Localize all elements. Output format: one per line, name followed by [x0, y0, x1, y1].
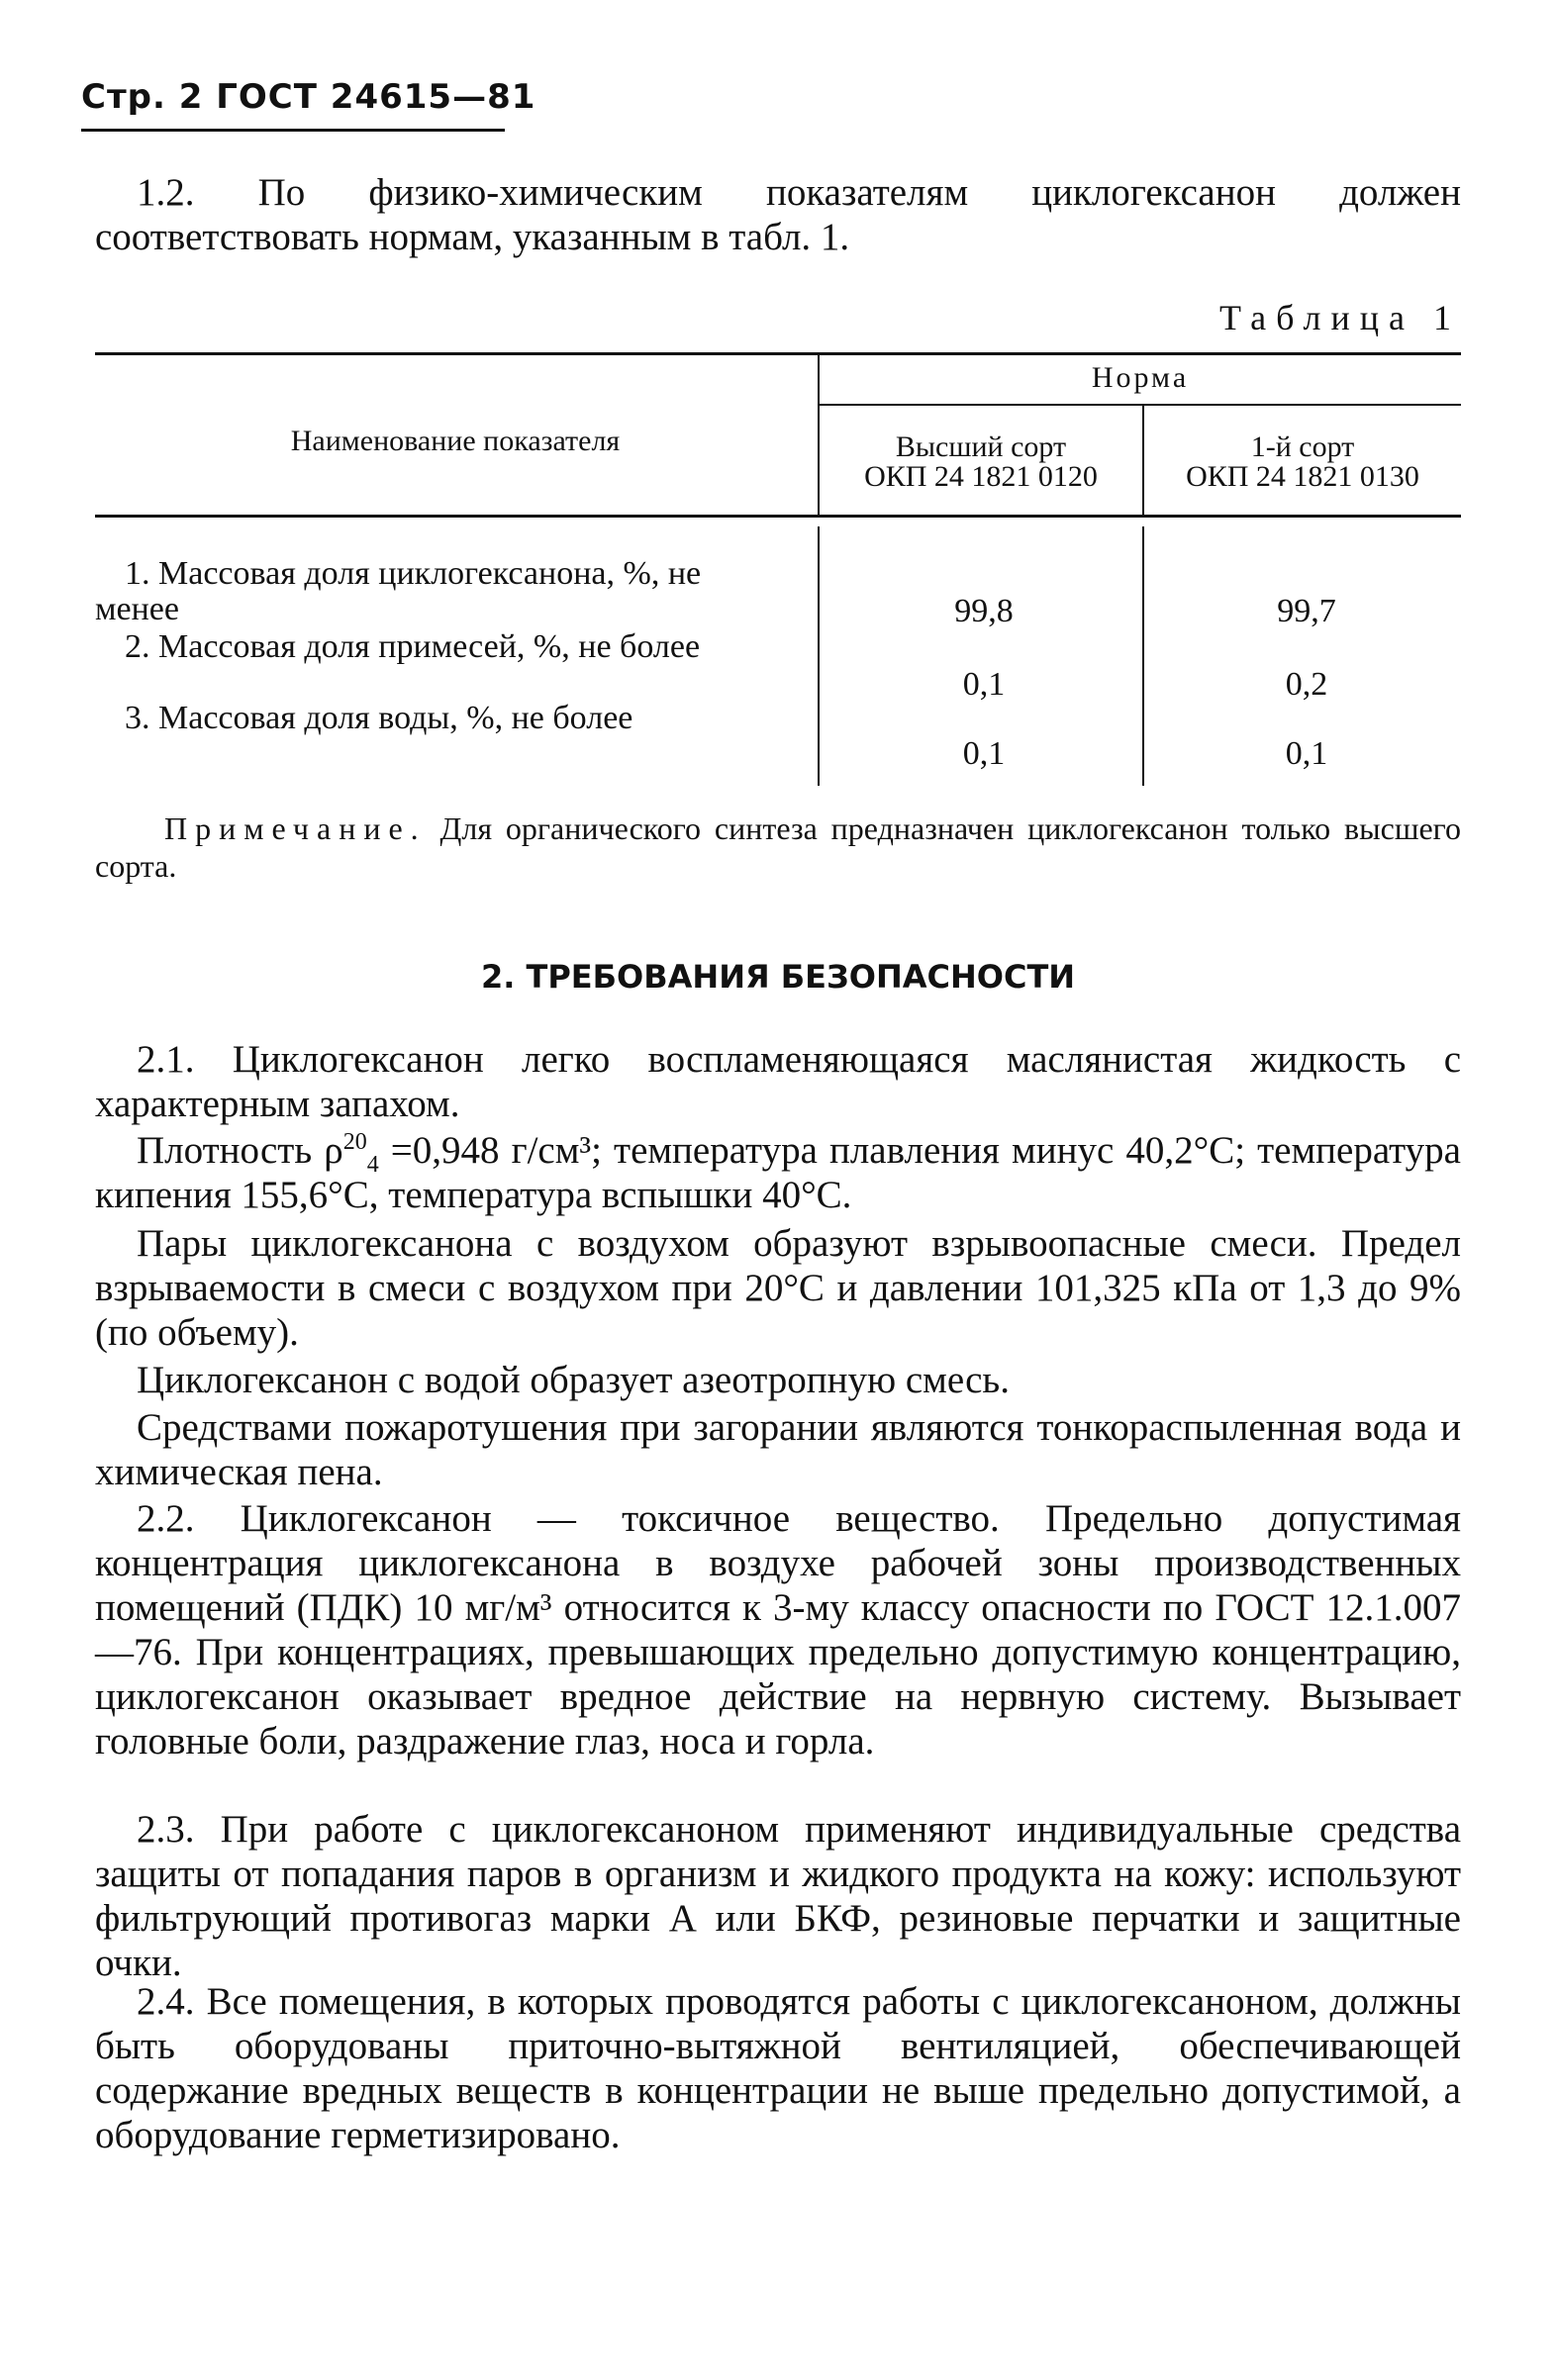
table-row-2-first: 0,2 — [1285, 666, 1328, 703]
paragraph-azeotrope: Циклогексанон с водой образует азеотропную смесь. — [137, 1359, 1010, 1401]
table-body-vline-name — [818, 526, 820, 786]
header-rule — [81, 129, 505, 132]
table-row-1-first: 99,7 — [1277, 593, 1336, 629]
table-row-2-name: 2. Массовая доля примесей, %, не более — [125, 628, 701, 665]
intro-paragraph: 1.2. По физико-химическим показателям циклогексанон должен соответствовать нормам, указанным в табл. 1. — [95, 171, 1461, 258]
table-col-name: Наименование показателя — [290, 425, 621, 457]
paragraph-2-1: 2.1. Циклогексанон легко воспламеняющаяся маслянистая жидкость с характерным запахом. — [95, 1038, 1461, 1125]
paragraph-2-4: 2.4. Все помещения, в которых проводятся работы с циклогексаноном, должны быть оборудованы приточно-вытяжной вентиляцией, обеспечивающей содержание вредных веществ в концентрации не выше предельно допустимой, а оборудование герметизировано. — [95, 1980, 1461, 2156]
density-prefix: Плотность ρ — [137, 1129, 343, 1172]
section-2-title: 2. ТРЕБОВАНИЯ БЕЗОПАСНОСТИ — [480, 958, 1076, 996]
paragraph-density — [95, 1128, 1461, 1217]
table-grade-high: Высший сорт — [895, 430, 1067, 463]
table-body-vline-grades — [1142, 526, 1144, 786]
note-label: Примечание. — [164, 810, 427, 846]
table-grade-first: 1-й сорт — [1250, 430, 1355, 463]
table-top-rule — [95, 352, 1461, 355]
table-row-2-high: 0,1 — [962, 666, 1006, 703]
paragraph-2-2: 2.2. Циклогексанон — токсичное вещество. Предельно допустимая концентрация циклогексанона в воздухе рабочей зоны производственных помещений (ПДК) 10 мг/м³ относится к 3-му классу опасности по ГОСТ 12.1.007—76. При концентрациях, превышающих предельно допустимую концентрацию, циклогексанон оказывает вредное действие на нервную систему. Вызывает головные боли, раздражение глаз, носа и горла. — [95, 1497, 1461, 1762]
table-row-3-name: 3. Массовая доля воды, %, не более — [125, 700, 633, 736]
page-header: Стр. 2 ГОСТ 24615—81 — [81, 77, 536, 117]
table-row-1-name: 1. Массовая доля циклогексанона, %, не менее — [95, 555, 702, 627]
table-row-1-high: 99,8 — [954, 593, 1014, 629]
table-note — [95, 809, 1461, 885]
table-caption: Таблица 1 — [1219, 298, 1461, 337]
table-col-norm: Норма — [1091, 361, 1190, 394]
note-text: Для органического синтеза предназначен циклогексанон только высшего сорта. — [95, 810, 1462, 884]
density-sup: 20 — [342, 1129, 367, 1155]
table-grade-high-okp: ОКП 24 1821 0120 — [864, 460, 1098, 493]
density-sub: 4 — [366, 1151, 379, 1178]
paragraph-2-3: 2.3. При работе с циклогексаноном применяют индивидуальные средства защиты от попадания паров в организм и жидкого продукта на кожу: используют фильтрующий противогаз марки А или БКФ, резиновые перчатки и защитные очки. — [95, 1808, 1461, 1984]
table-row-3-high: 0,1 — [962, 735, 1006, 772]
density-text: =0,948 г/см³; температура плавления минус 40,2°С; температура кипения 155,6°С, температура вспышки 40°С. — [95, 1129, 1461, 1216]
table-header-bottom-rule — [95, 515, 1461, 518]
paragraph-firefighting: Средствами пожаротушения при загорании являются тонкораспыленная вода и химическая пена. — [95, 1406, 1461, 1493]
table-grade-first-okp: ОКП 24 1821 0130 — [1186, 460, 1419, 493]
table-row-3-first: 0,1 — [1285, 735, 1328, 772]
paragraph-vapors: Пары циклогексанона с воздухом образуют взрывоопасные смеси. Предел взрываемости в смеси с воздухом при 20°С и давлении 101,325 кПа от 1,3 до 9% (по объему). — [95, 1222, 1461, 1354]
table-norm-rule — [820, 404, 1461, 406]
